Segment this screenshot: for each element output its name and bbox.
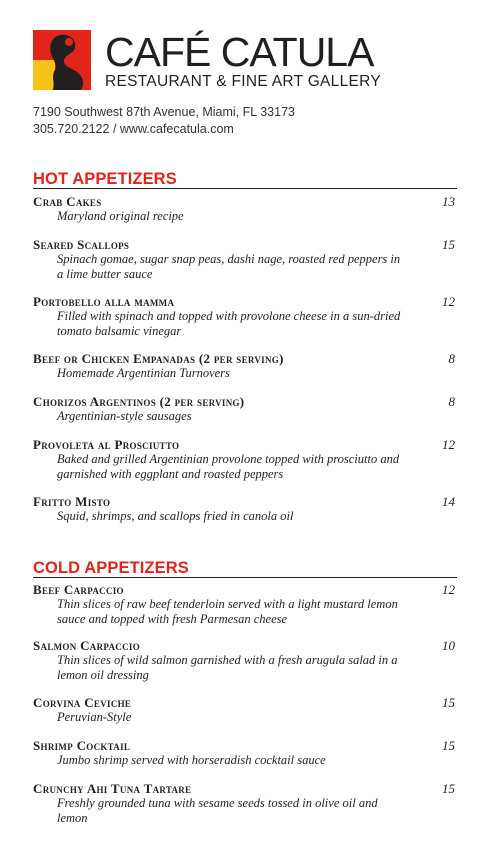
item-price: 15: [442, 695, 455, 710]
item-name: Beef or Chicken Empanadas (2 per serving): [33, 351, 284, 366]
item-description: Thin slices of wild salmon garnished with a fresh arugula salad in a lemon oil dressing: [57, 653, 398, 682]
item-price: 13: [442, 194, 455, 209]
section-divider: [33, 188, 457, 189]
item-name: Portobello alla mamma: [33, 294, 175, 309]
item-price: 8: [448, 351, 455, 366]
item-description: Maryland original recipe: [57, 209, 184, 223]
item-name: Shrimp Cocktail: [33, 738, 131, 753]
menu-item: [33, 194, 457, 224]
item-description: Spinach gomae, sugar snap peas, dashi nage, roasted red peppers in a lime butter sauce: [57, 252, 401, 281]
brand: [105, 29, 382, 91]
item-name: Fritto Misto: [33, 494, 111, 509]
phone-website: 305.720.2122 / www.cafecatula.com: [33, 122, 234, 136]
item-price: 15: [442, 237, 455, 252]
item-description: Homemade Argentinian Turnovers: [57, 366, 230, 380]
item-name: Provoleta al Prosciutto: [33, 437, 180, 452]
item-description: Freshly grounded tuna with sesame seeds tossed in olive oil and lemon: [57, 796, 378, 825]
menu-item: [33, 494, 457, 524]
item-price: 12: [442, 294, 455, 309]
menu-section: [33, 559, 457, 825]
item-name: Seared Scallops: [33, 237, 130, 252]
brand-name: CAFÉ CATULA: [105, 29, 374, 75]
item-description: Squid, shrimps, and scallops fried in canola oil: [57, 509, 294, 523]
brand-subtitle: RESTAURANT & FINE ART GALLERY: [105, 73, 382, 90]
item-description: Thin slices of raw beef tenderloin served with a light mustard lemon sauce and topped with fresh Parmesan cheese: [57, 597, 398, 626]
item-price: 8: [448, 394, 455, 409]
section-title: HOT APPETIZERS: [33, 170, 177, 188]
item-name: Crunchy Ahi Tuna Tartare: [33, 781, 192, 796]
menu-item: [33, 638, 457, 682]
item-description: Argentinian-style sausages: [57, 409, 192, 423]
address: 7190 Southwest 87th Avenue, Miami, FL 33173: [33, 105, 295, 119]
cafe-catula-logo-icon: [33, 30, 91, 90]
item-description: Baked and grilled Argentinian provolone topped with prosciutto and garnished with eggplant and roasted peppers: [57, 452, 400, 481]
item-price: 15: [442, 781, 455, 796]
menu-item: [33, 738, 457, 768]
menu-item: [33, 437, 457, 481]
menu-item: [33, 582, 457, 626]
item-name: Beef Carpaccio: [33, 582, 124, 597]
section-divider: [33, 577, 457, 578]
item-name: Salmon Carpaccio: [33, 638, 140, 653]
header: [33, 28, 453, 100]
menu-item: [33, 394, 457, 424]
item-name: Crab Cakes: [33, 194, 102, 209]
menu-item: [33, 351, 457, 381]
item-description: Filled with spinach and topped with provolone cheese in a sun-dried tomato balsamic vinegar: [57, 309, 401, 338]
menu-item: [33, 781, 457, 825]
menu-item: [33, 237, 457, 281]
item-price: 14: [442, 494, 455, 509]
section-title: COLD APPETIZERS: [33, 559, 189, 577]
item-name: Corvina Ceviche: [33, 695, 132, 710]
item-description: Jumbo shrimp served with horseradish cocktail sauce: [57, 753, 326, 767]
item-name: Chorizos Argentinos (2 per serving): [33, 394, 245, 409]
menu-item: [33, 695, 457, 725]
item-price: 12: [442, 582, 455, 597]
menu-section: [33, 170, 457, 523]
menu-item: [33, 294, 457, 338]
item-price: 15: [442, 738, 455, 753]
contact-info: [33, 104, 295, 138]
item-description: Peruvian-Style: [57, 710, 132, 724]
item-price: 12: [442, 437, 455, 452]
item-price: 10: [442, 638, 455, 653]
